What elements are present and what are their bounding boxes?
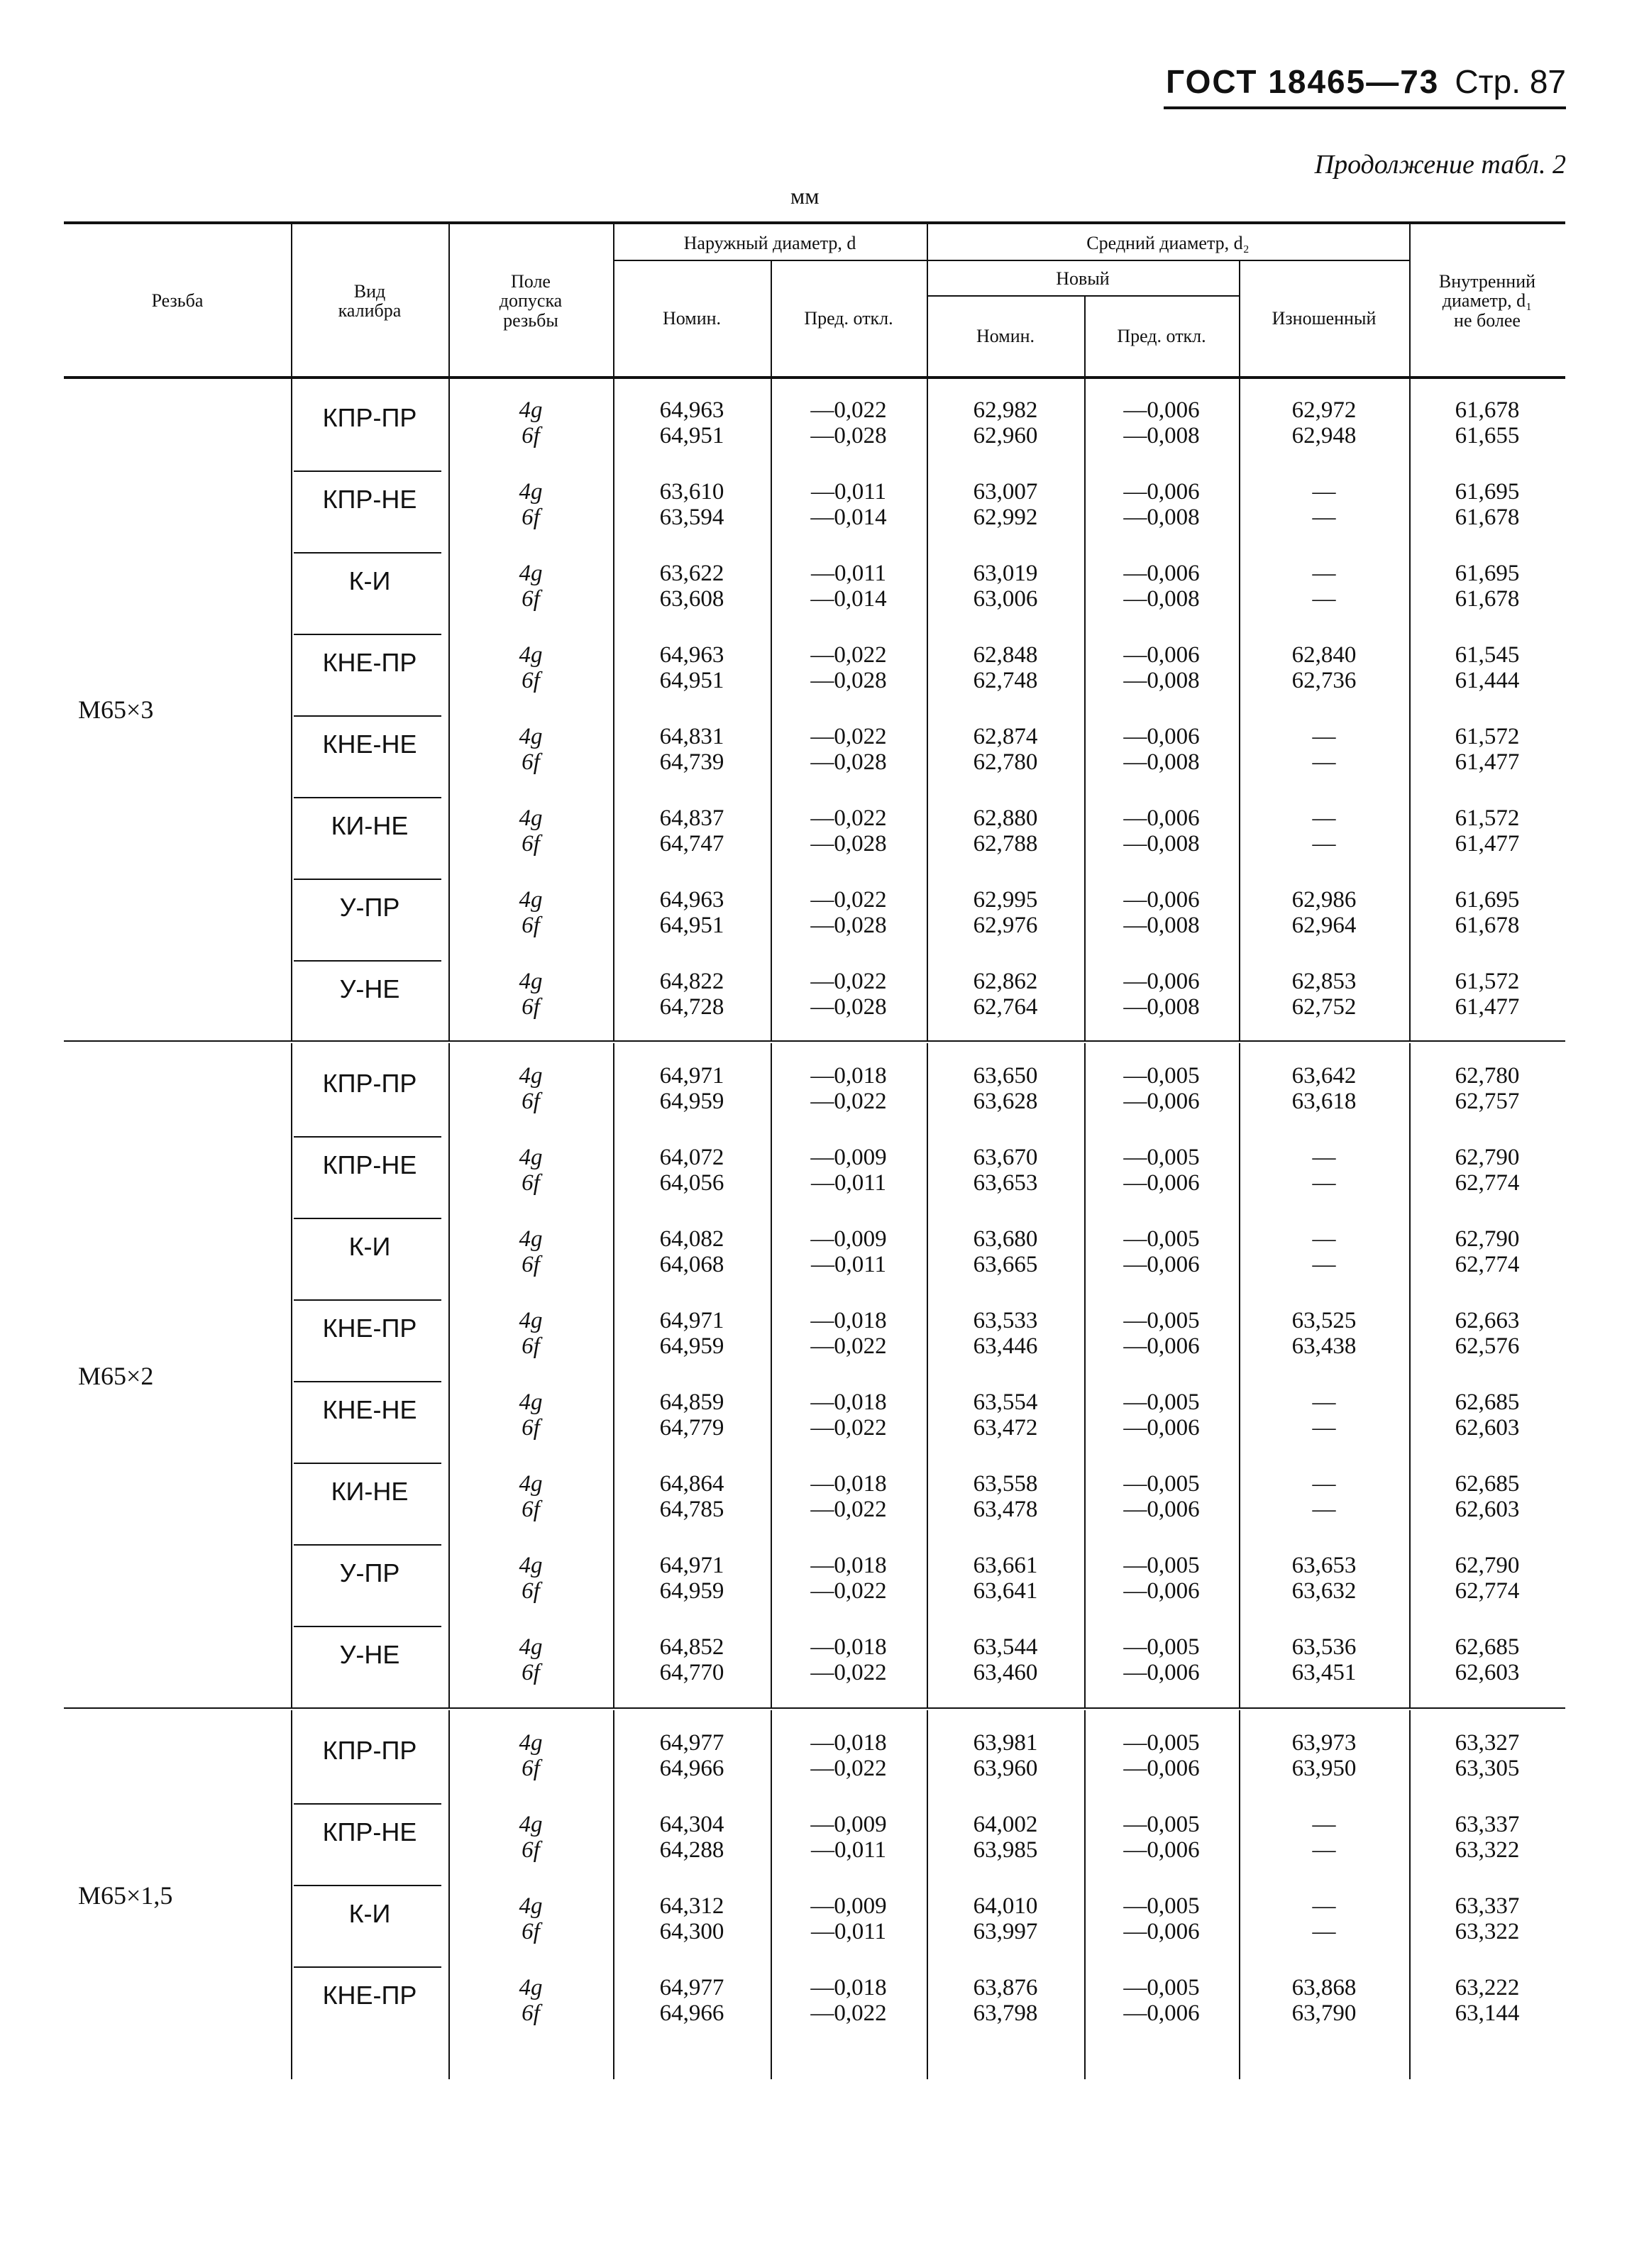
outer-nominal-cell: 64,837 64,747: [659, 805, 724, 857]
gauge-row-divider: [294, 879, 441, 880]
inner-diameter-cell: 61,545 61,444: [1455, 642, 1520, 693]
gauge-row-divider: [294, 797, 441, 798]
header-inner-diameter: Внутренний диаметр, d₁ не более: [1438, 271, 1536, 331]
header-outer-nominal: Номин.: [662, 308, 722, 329]
middle-nominal-cell: 62,862 62,764: [973, 969, 1038, 1020]
header-column-divider: [613, 221, 614, 376]
tolerance-cell: 4g 6f: [519, 724, 543, 775]
outer-nominal-cell: 64,963 64,951: [659, 397, 724, 448]
middle-deviation-cell: —0,005 —0,006: [1123, 1308, 1200, 1359]
thread-label: M65×1,5: [78, 1881, 173, 1910]
page-number: Стр. 87: [1455, 63, 1566, 100]
tolerance-cell: 4g 6f: [519, 805, 543, 857]
outer-deviation-cell: —0,018 —0,022: [810, 1063, 887, 1114]
outer-deviation-cell: —0,018 —0,022: [810, 1389, 887, 1441]
unit-label: мм: [790, 183, 820, 209]
gauge-row-divider: [294, 1885, 441, 1886]
column-divider: [771, 378, 772, 1040]
inner-diameter-cell: 63,222 63,144: [1455, 1975, 1520, 2026]
middle-nominal-cell: 62,995 62,976: [973, 887, 1038, 938]
column-divider: [613, 1043, 614, 1707]
header-middle-nominal: Номин.: [976, 326, 1035, 347]
worn-cell: 62,986 62,964: [1291, 887, 1357, 938]
inner-diameter-cell: 61,695 61,678: [1455, 561, 1520, 612]
header-sub-rule: [613, 260, 1409, 261]
middle-nominal-cell: 62,982 62,960: [973, 397, 1038, 448]
header-middle-new: Новый: [1056, 268, 1110, 290]
column-divider: [1239, 378, 1240, 1040]
column-divider: [448, 378, 450, 1040]
group-divider: [64, 1707, 1565, 1709]
inner-diameter-cell: 62,790 62,774: [1455, 1226, 1520, 1277]
middle-deviation-cell: —0,005 —0,006: [1123, 1893, 1200, 1944]
table-top-rule: [64, 221, 1565, 224]
gauge-type-cell: К-И: [348, 1899, 391, 1928]
header-outer-deviation: Пред. откл.: [804, 308, 893, 329]
tolerance-cell: 4g 6f: [519, 887, 543, 938]
tolerance-cell: 4g 6f: [519, 1389, 543, 1441]
gauge-row-divider: [294, 470, 441, 472]
tolerance-cell: 4g 6f: [519, 561, 543, 612]
column-divider: [1084, 1043, 1086, 1707]
middle-nominal-cell: 62,880 62,788: [973, 805, 1038, 857]
gauge-row-divider: [294, 1218, 441, 1219]
column-divider: [771, 1710, 772, 2079]
gauge-type-cell: КПР-ПР: [322, 1069, 417, 1098]
middle-deviation-cell: —0,006 —0,008: [1123, 887, 1200, 938]
middle-deviation-cell: —0,005 —0,006: [1123, 1975, 1200, 2026]
tolerance-cell: 4g 6f: [519, 1553, 543, 1604]
gauge-type-cell: КИ-НЕ: [331, 1477, 409, 1506]
column-divider: [927, 1710, 928, 2079]
worn-cell: 63,642 63,618: [1291, 1063, 1357, 1114]
worn-cell: 62,972 62,948: [1291, 397, 1357, 448]
gauge-type-cell: КПР-ПР: [322, 403, 417, 432]
column-divider: [927, 378, 928, 1040]
column-divider: [1084, 1710, 1086, 2079]
middle-deviation-cell: —0,005 —0,006: [1123, 1812, 1200, 1863]
tolerance-cell: 4g 6f: [519, 1063, 543, 1114]
table-continuation-caption: Продолжение табл. 2: [1314, 150, 1566, 180]
gauge-row-divider: [294, 1381, 441, 1382]
column-divider: [1084, 378, 1086, 1040]
middle-nominal-cell: 63,554 63,472: [973, 1389, 1038, 1441]
gauge-row-divider: [294, 1136, 441, 1138]
gauge-type-cell: У-НЕ: [339, 974, 400, 1003]
gauge-row-divider: [294, 1966, 441, 1968]
outer-deviation-cell: —0,009 —0,011: [810, 1145, 887, 1196]
inner-diameter-cell: 61,695 61,678: [1455, 887, 1520, 938]
inner-diameter-cell: 63,327 63,305: [1455, 1730, 1520, 1781]
gauge-type-cell: К-И: [348, 566, 391, 595]
column-divider: [1409, 1043, 1411, 1707]
outer-nominal-cell: 64,977 64,966: [659, 1730, 724, 1781]
inner-diameter-cell: 61,572 61,477: [1455, 724, 1520, 775]
gauge-row-divider: [294, 1463, 441, 1464]
gauge-type-cell: КИ-НЕ: [331, 811, 409, 840]
middle-nominal-cell: 63,544 63,460: [973, 1634, 1038, 1685]
outer-nominal-cell: 64,852 64,770: [659, 1634, 724, 1685]
outer-deviation-cell: —0,018 —0,022: [810, 1308, 887, 1359]
tolerance-cell: 4g 6f: [519, 642, 543, 693]
column-divider: [448, 1043, 450, 1707]
inner-diameter-cell: 62,685 62,603: [1455, 1471, 1520, 1522]
inner-diameter-cell: 61,572 61,477: [1455, 805, 1520, 857]
middle-deviation-cell: —0,005 —0,006: [1123, 1145, 1200, 1196]
header-middle-diameter: Средний диаметр, d₂: [1086, 233, 1250, 254]
outer-nominal-cell: 64,304 64,288: [659, 1812, 724, 1863]
outer-deviation-cell: —0,011 —0,014: [810, 561, 887, 612]
worn-cell: — —: [1312, 1893, 1336, 1944]
outer-deviation-cell: —0,009 —0,011: [810, 1812, 887, 1863]
column-divider: [291, 1710, 292, 2079]
outer-nominal-cell: 63,622 63,608: [659, 561, 724, 612]
inner-diameter-cell: 61,678 61,655: [1455, 397, 1520, 448]
tolerance-cell: 4g 6f: [519, 1893, 543, 1944]
middle-nominal-cell: 64,010 63,997: [973, 1893, 1038, 1944]
gauge-row-divider: [294, 960, 441, 962]
outer-deviation-cell: —0,022 —0,028: [810, 397, 887, 448]
outer-nominal-cell: 64,072 64,056: [659, 1145, 724, 1196]
worn-cell: — —: [1312, 1471, 1336, 1522]
middle-nominal-cell: 63,670 63,653: [973, 1145, 1038, 1196]
outer-deviation-cell: —0,018 —0,022: [810, 1471, 887, 1522]
outer-deviation-cell: —0,011 —0,014: [810, 479, 887, 530]
outer-nominal-cell: 63,610 63,594: [659, 479, 724, 530]
header-gauge-type: Вид калибра: [338, 280, 402, 321]
gauge-row-divider: [294, 552, 441, 554]
gauge-type-cell: КПР-НЕ: [322, 1817, 417, 1846]
middle-nominal-cell: 63,661 63,641: [973, 1553, 1038, 1604]
tolerance-cell: 4g 6f: [519, 1975, 543, 2026]
gauge-type-cell: КНЕ-НЕ: [322, 1395, 417, 1424]
standard-number: ГОСТ 18465—73: [1166, 63, 1440, 100]
header-new-rule: [927, 295, 1239, 297]
tolerance-cell: 4g 6f: [519, 1226, 543, 1277]
middle-nominal-cell: 63,007 62,992: [973, 479, 1038, 530]
inner-diameter-cell: 62,790 62,774: [1455, 1145, 1520, 1196]
tolerance-cell: 4g 6f: [519, 1471, 543, 1522]
middle-nominal-cell: 63,680 63,665: [973, 1226, 1038, 1277]
header-column-divider: [927, 221, 928, 376]
outer-nominal-cell: 64,971 64,959: [659, 1063, 724, 1114]
column-divider: [291, 1043, 292, 1707]
middle-deviation-cell: —0,006 —0,008: [1123, 805, 1200, 857]
middle-deviation-cell: —0,006 —0,008: [1123, 479, 1200, 530]
middle-nominal-cell: 63,558 63,478: [973, 1471, 1038, 1522]
outer-nominal-cell: 64,963 64,951: [659, 887, 724, 938]
gauge-type-cell: У-ПР: [339, 1558, 400, 1587]
tolerance-cell: 4g 6f: [519, 479, 543, 530]
column-divider: [771, 1043, 772, 1707]
gauge-row-divider: [294, 715, 441, 717]
outer-deviation-cell: —0,018 —0,022: [810, 1975, 887, 2026]
middle-nominal-cell: 63,019 63,006: [973, 561, 1038, 612]
gauge-type-cell: КНЕ-НЕ: [322, 730, 417, 759]
outer-deviation-cell: —0,022 —0,028: [810, 969, 887, 1020]
worn-cell: 63,973 63,950: [1291, 1730, 1357, 1781]
outer-nominal-cell: 64,822 64,728: [659, 969, 724, 1020]
column-divider: [1409, 378, 1411, 1040]
tolerance-cell: 4g 6f: [519, 1730, 543, 1781]
middle-deviation-cell: —0,006 —0,008: [1123, 397, 1200, 448]
outer-deviation-cell: —0,022 —0,028: [810, 642, 887, 693]
column-divider: [1239, 1710, 1240, 2079]
gauge-type-cell: У-ПР: [339, 893, 400, 922]
middle-deviation-cell: —0,005 —0,006: [1123, 1471, 1200, 1522]
middle-deviation-cell: —0,005 —0,006: [1123, 1389, 1200, 1441]
header-column-divider: [771, 260, 772, 376]
thread-label: M65×3: [78, 695, 154, 724]
header-column-divider: [1239, 260, 1240, 376]
outer-nominal-cell: 64,977 64,966: [659, 1975, 724, 2026]
outer-nominal-cell: 64,312 64,300: [659, 1893, 724, 1944]
gauge-row-divider: [294, 1544, 441, 1546]
worn-cell: 62,840 62,736: [1291, 642, 1357, 693]
outer-deviation-cell: —0,018 —0,022: [810, 1634, 887, 1685]
outer-nominal-cell: 64,082 64,068: [659, 1226, 724, 1277]
middle-deviation-cell: —0,006 —0,008: [1123, 724, 1200, 775]
inner-diameter-cell: 62,685 62,603: [1455, 1389, 1520, 1441]
worn-cell: — —: [1312, 1389, 1336, 1441]
gauge-row-divider: [294, 634, 441, 635]
gauge-type-cell: КПР-НЕ: [322, 485, 417, 514]
middle-deviation-cell: —0,005 —0,006: [1123, 1553, 1200, 1604]
outer-deviation-cell: —0,022 —0,028: [810, 805, 887, 857]
inner-diameter-cell: 62,790 62,774: [1455, 1553, 1520, 1604]
worn-cell: — —: [1312, 1145, 1336, 1196]
tolerance-cell: 4g 6f: [519, 1145, 543, 1196]
middle-nominal-cell: 62,848 62,748: [973, 642, 1038, 693]
header-column-divider: [1409, 221, 1411, 376]
middle-deviation-cell: —0,006 —0,008: [1123, 642, 1200, 693]
header-thread: Резьба: [151, 290, 204, 312]
outer-nominal-cell: 64,963 64,951: [659, 642, 724, 693]
worn-cell: — —: [1312, 479, 1336, 530]
worn-cell: 63,653 63,632: [1291, 1553, 1357, 1604]
middle-deviation-cell: —0,005 —0,006: [1123, 1226, 1200, 1277]
worn-cell: — —: [1312, 1226, 1336, 1277]
gauge-type-cell: КНЕ-ПР: [322, 1981, 417, 2010]
inner-diameter-cell: 62,685 62,603: [1455, 1634, 1520, 1685]
column-divider: [927, 1043, 928, 1707]
middle-deviation-cell: —0,006 —0,008: [1123, 561, 1200, 612]
tolerance-cell: 4g 6f: [519, 1308, 543, 1359]
inner-diameter-cell: 63,337 63,322: [1455, 1812, 1520, 1863]
outer-nominal-cell: 64,971 64,959: [659, 1308, 724, 1359]
gauge-type-cell: К-И: [348, 1232, 391, 1261]
middle-nominal-cell: 63,981 63,960: [973, 1730, 1038, 1781]
group-divider: [64, 1040, 1565, 1042]
worn-cell: 63,536 63,451: [1291, 1634, 1357, 1685]
column-divider: [613, 1710, 614, 2079]
worn-cell: 63,525 63,438: [1291, 1308, 1357, 1359]
column-divider: [291, 378, 292, 1040]
header-outer-diameter: Наружный диаметр, d: [683, 233, 856, 254]
middle-nominal-cell: 64,002 63,985: [973, 1812, 1038, 1863]
middle-nominal-cell: 63,650 63,628: [973, 1063, 1038, 1114]
tolerance-cell: 4g 6f: [519, 1812, 543, 1863]
outer-nominal-cell: 64,971 64,959: [659, 1553, 724, 1604]
header-middle-worn: Изношенный: [1272, 308, 1377, 329]
inner-diameter-cell: 62,780 62,757: [1455, 1063, 1520, 1114]
outer-deviation-cell: —0,009 —0,011: [810, 1226, 887, 1277]
thread-label: M65×2: [78, 1362, 154, 1390]
gauge-row-divider: [294, 1626, 441, 1627]
column-divider: [1239, 1043, 1240, 1707]
header-column-divider: [291, 221, 292, 376]
gauge-type-cell: КПР-НЕ: [322, 1150, 417, 1179]
middle-deviation-cell: —0,005 —0,006: [1123, 1063, 1200, 1114]
worn-cell: — —: [1312, 1812, 1336, 1863]
tolerance-cell: 4g 6f: [519, 397, 543, 448]
outer-deviation-cell: —0,018 —0,022: [810, 1730, 887, 1781]
gauge-type-cell: У-НЕ: [339, 1640, 400, 1669]
gauge-row-divider: [294, 1299, 441, 1301]
header-tolerance-field: Поле допуска резьбы: [499, 271, 563, 331]
middle-nominal-cell: 63,533 63,446: [973, 1308, 1038, 1359]
header-column-divider: [448, 221, 450, 376]
inner-diameter-cell: 61,572 61,477: [1455, 969, 1520, 1020]
middle-nominal-cell: 62,874 62,780: [973, 724, 1038, 775]
gauge-type-cell: КНЕ-ПР: [322, 1314, 417, 1343]
inner-diameter-cell: 62,663 62,576: [1455, 1308, 1520, 1359]
worn-cell: — —: [1312, 561, 1336, 612]
tolerance-cell: 4g 6f: [519, 1634, 543, 1685]
column-divider: [448, 1710, 450, 2079]
middle-deviation-cell: —0,005 —0,006: [1123, 1634, 1200, 1685]
middle-deviation-cell: —0,006 —0,008: [1123, 969, 1200, 1020]
outer-deviation-cell: —0,022 —0,028: [810, 887, 887, 938]
middle-nominal-cell: 63,876 63,798: [973, 1975, 1038, 2026]
header-middle-deviation: Пред. откл.: [1117, 326, 1206, 347]
worn-cell: 63,868 63,790: [1291, 1975, 1357, 2026]
header-bottom-rule: [64, 376, 1565, 379]
outer-deviation-cell: —0,022 —0,028: [810, 724, 887, 775]
inner-diameter-cell: 61,695 61,678: [1455, 479, 1520, 530]
outer-deviation-cell: —0,009 —0,011: [810, 1893, 887, 1944]
column-divider: [613, 378, 614, 1040]
gauge-row-divider: [294, 1803, 441, 1805]
worn-cell: — —: [1312, 805, 1336, 857]
middle-deviation-cell: —0,005 —0,006: [1123, 1730, 1200, 1781]
column-divider: [1409, 1710, 1411, 2079]
outer-nominal-cell: 64,864 64,785: [659, 1471, 724, 1522]
gauge-type-cell: КПР-ПР: [322, 1736, 417, 1765]
gauge-type-cell: КНЕ-ПР: [322, 648, 417, 677]
header-column-divider: [1084, 295, 1086, 376]
outer-deviation-cell: —0,018 —0,022: [810, 1553, 887, 1604]
outer-nominal-cell: 64,831 64,739: [659, 724, 724, 775]
worn-cell: — —: [1312, 724, 1336, 775]
inner-diameter-cell: 63,337 63,322: [1455, 1893, 1520, 1944]
outer-nominal-cell: 64,859 64,779: [659, 1389, 724, 1441]
worn-cell: 62,853 62,752: [1291, 969, 1357, 1020]
tolerance-cell: 4g 6f: [519, 969, 543, 1020]
